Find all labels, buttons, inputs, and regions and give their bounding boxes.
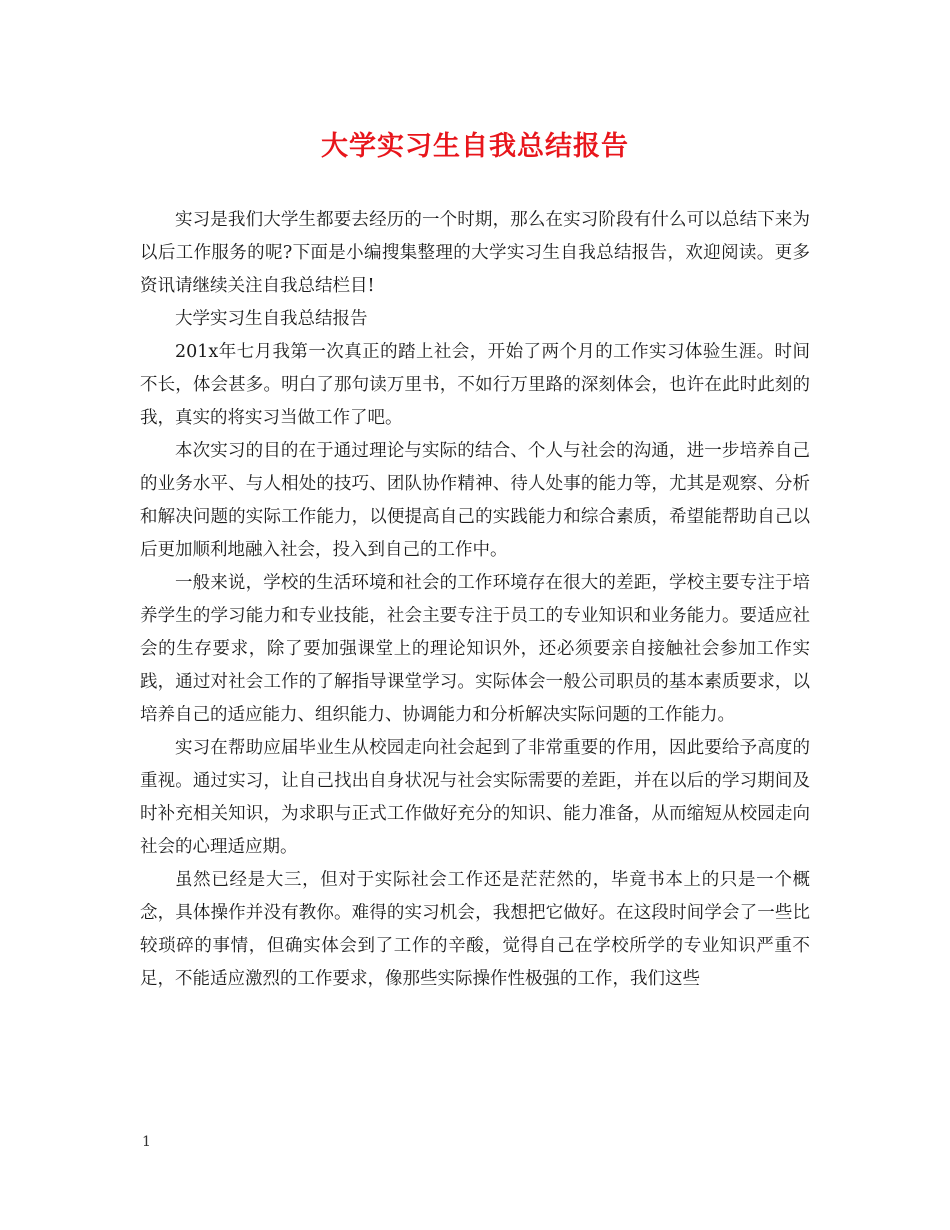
paragraph-5: 虽然已经是大三，但对于实际社会工作还是茫茫然的，毕竟书本上的只是一个概念，具体操作并没有教你。难得的实习机会，我想把它做好。在这段时间学会了一些比较琐碎的事情，但确实体会到了工作的辛酸，觉得自己在学校所学的专业知识严重不足，不能适应激烈的工作要求，像那些实际操作性极强的工作，我们这些 (140, 870, 810, 989)
paragraph-1: 201x年七月我第一次真正的踏上社会，开始了两个月的工作实习体验生涯。时间不长，体会甚多。明白了那句读万里书，不如行万里路的深刻体会，也许在此时此刻的我，真实的将实习当做工作了吧。 (140, 342, 810, 428)
paragraph-4: 实习在帮助应届毕业生从校园走向社会起到了非常重要的作用，因此要给予高度的重视。通过实习，让自己找出自身状况与社会实际需要的差距，并在以后的学习期间及时补充相关知识，为求职与正式工作做好充分的知识、能力准备，从而缩短从校园走向社会的心理适应期。 (140, 738, 810, 857)
paragraph-intro: 实习是我们大学生都要去经历的一个时期，那么在实习阶段有什么可以总结下来为以后工作服务的呢?下面是小编搜集整理的大学实习生自我总结报告，欢迎阅读。更多资讯请继续关注自我总结栏目! (140, 210, 810, 296)
document-body (140, 204, 810, 996)
page-number: 1 (142, 1134, 151, 1150)
paragraph-3: 一般来说，学校的生活环境和社会的工作环境存在很大的差距，学校主要专注于培养学生的学习能力和专业技能，社会主要专注于员工的专业知识和业务能力。要适应社会的生存要求，除了要加强课堂上的理论知识外，还必须要亲自接触社会参加工作实践，通过对社会工作的了解指导课堂学习。实际体会一般公司职员的基本素质要求，以培养自己的适应能力、组织能力、协调能力和分析解决实际问题的工作能力。 (140, 573, 810, 725)
document-title: 大学实习生自我总结报告 (321, 131, 629, 162)
paragraph-2: 本次实习的目的在于通过理论与实际的结合、个人与社会的沟通，进一步培养自己的业务水平、与人相处的技巧、团队协作精神、待人处事的能力等，尤其是观察、分析和解决问题的实际工作能力，以便提高自己的实践能力和综合素质，希望能帮助自己以后更加顺利地融入社会，投入到自己的工作中。 (140, 441, 810, 560)
paragraph-subtitle: 大学实习生自我总结报告 (175, 309, 368, 329)
